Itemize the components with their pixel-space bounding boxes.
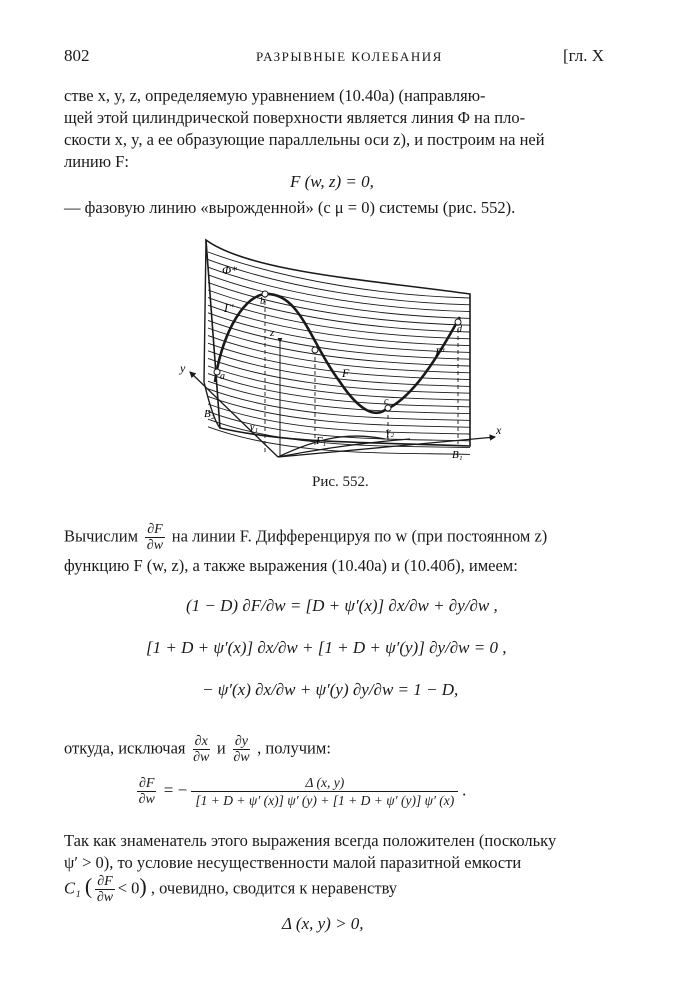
label-Gamma1: Γ₁	[316, 435, 327, 447]
frac-num: ∂F	[147, 522, 163, 537]
eq-sign: = −	[163, 780, 188, 800]
paragraph-3-post: на линии F. Дифференцируя по w (при постоянном z)	[171, 526, 548, 546]
label-c: c	[384, 396, 389, 407]
paragraph-1-line-1: стве x, y, z, определяемую уравнением (10.40а) (направляю-	[64, 86, 486, 105]
running-title: РАЗРЫВНЫЕ КОЛЕБАНИЯ	[256, 49, 443, 64]
paragraph-4-pre: откуда, исключая	[64, 738, 186, 758]
frac-num: Δ (x, y)	[191, 774, 458, 792]
paragraph-4	[64, 734, 331, 765]
equation-4: − ψ′(x) ∂x/∂w + ψ′(y) ∂y/∂w = 1 − D,	[202, 680, 459, 699]
label-b: b	[260, 296, 265, 307]
eq-end: .	[462, 780, 467, 800]
less-than-zero: < 0	[117, 878, 140, 898]
label-d: d	[457, 324, 462, 335]
paren-close: )	[139, 873, 147, 899]
fraction-dF-dw-2	[95, 874, 114, 905]
capacitance-C1: C₁	[64, 878, 81, 898]
equation-6: Δ (x, y) > 0,	[282, 914, 364, 933]
paragraph-5-post: , очевидно, сводится к неравенству	[150, 878, 398, 898]
page-number: 802	[64, 46, 90, 65]
label-gamma1: γ₁	[250, 421, 259, 433]
generator-line	[208, 260, 470, 305]
label-F: F	[342, 366, 350, 380]
paragraph-5-line-1: Так как знаменатель этого выражения всегда положителен (поскольку	[64, 831, 557, 850]
fraction-lhs	[137, 776, 156, 807]
frac-den: ∂w	[233, 750, 250, 765]
generator-lines	[208, 252, 470, 454]
label-gamma-right: Γ'	[435, 345, 445, 359]
equation-3: [1 + D + ψ′(x)] ∂x/∂w + [1 + D + ψ′(y)] ∂y/∂w = 0 ,	[146, 638, 507, 657]
label-gamma-left: Γ'	[224, 301, 234, 315]
frac-num: ∂F	[97, 874, 113, 889]
frac-den: ∂w	[96, 890, 114, 905]
frac-den: ∂w	[138, 792, 155, 807]
frac-den: [1 + D + ψ′ (x)] ψ′ (y) + [1 + D + ψ′ (y)] ψ′ (x)	[195, 793, 455, 808]
frac-den: ∂w	[193, 750, 210, 765]
label-x-axis: x	[496, 423, 502, 437]
frac-num: ∂x	[194, 734, 208, 749]
equation-2: (1 − D) ∂F/∂w = [D + ψ′(x)] ∂x/∂w + ∂y/∂w ,	[186, 596, 498, 615]
paragraph-4-mid: и	[216, 738, 226, 758]
paragraph-4-post: , получим:	[257, 738, 331, 758]
paragraph-1-line-4: линию F:	[64, 152, 129, 171]
label-gamma2: γ₂	[386, 426, 395, 438]
generator-line	[208, 320, 470, 359]
frac-num: ∂F	[139, 776, 155, 791]
equation-5	[134, 774, 467, 809]
label-phi: Φ*	[222, 263, 238, 277]
paren-open: (	[84, 873, 93, 899]
paragraph-3-line-1	[64, 522, 547, 553]
label-z: z	[270, 327, 275, 339]
label-B1: B₁	[452, 449, 463, 461]
paragraph-2: — фазовую линию «вырожденной» (с μ = 0) системы (рис. 552).	[64, 198, 516, 217]
figure-caption: Рис. 552.	[312, 474, 369, 490]
frac-den: ∂w	[146, 538, 164, 553]
paragraph-3-pre: Вычислим	[64, 526, 139, 546]
label-a: a	[220, 371, 225, 382]
paragraph-1-line-3: скости x, y, а ее образующие параллельны оси z), и построим на ней	[64, 130, 545, 149]
paragraph-1-line-2: щей этой цилиндрической поверхности является линия Φ на пло-	[64, 108, 526, 127]
fraction-dx-dw	[193, 734, 210, 765]
fraction-rhs	[191, 774, 458, 809]
fraction-dy-dw	[233, 734, 250, 765]
generator-line	[208, 328, 470, 366]
fraction-dF-dw	[145, 522, 164, 553]
label-y-axis: y	[180, 361, 186, 375]
label-B2: B₂	[204, 408, 215, 420]
equation-1: F (w, z) = 0,	[290, 172, 374, 191]
paragraph-5-line-3	[64, 874, 397, 905]
generator-line	[208, 343, 470, 379]
frac-num: ∂y	[234, 734, 249, 749]
figure-552	[170, 232, 510, 462]
paragraph-5-line-2: ψ′ > 0), то условие несущественности малой паразитной емкости	[64, 853, 522, 872]
chapter-ref: [гл. X	[563, 46, 605, 65]
paragraph-3-line-2: функцию F (w, z), а также выражения (10.40а) и (10.40б), имеем:	[64, 556, 518, 575]
